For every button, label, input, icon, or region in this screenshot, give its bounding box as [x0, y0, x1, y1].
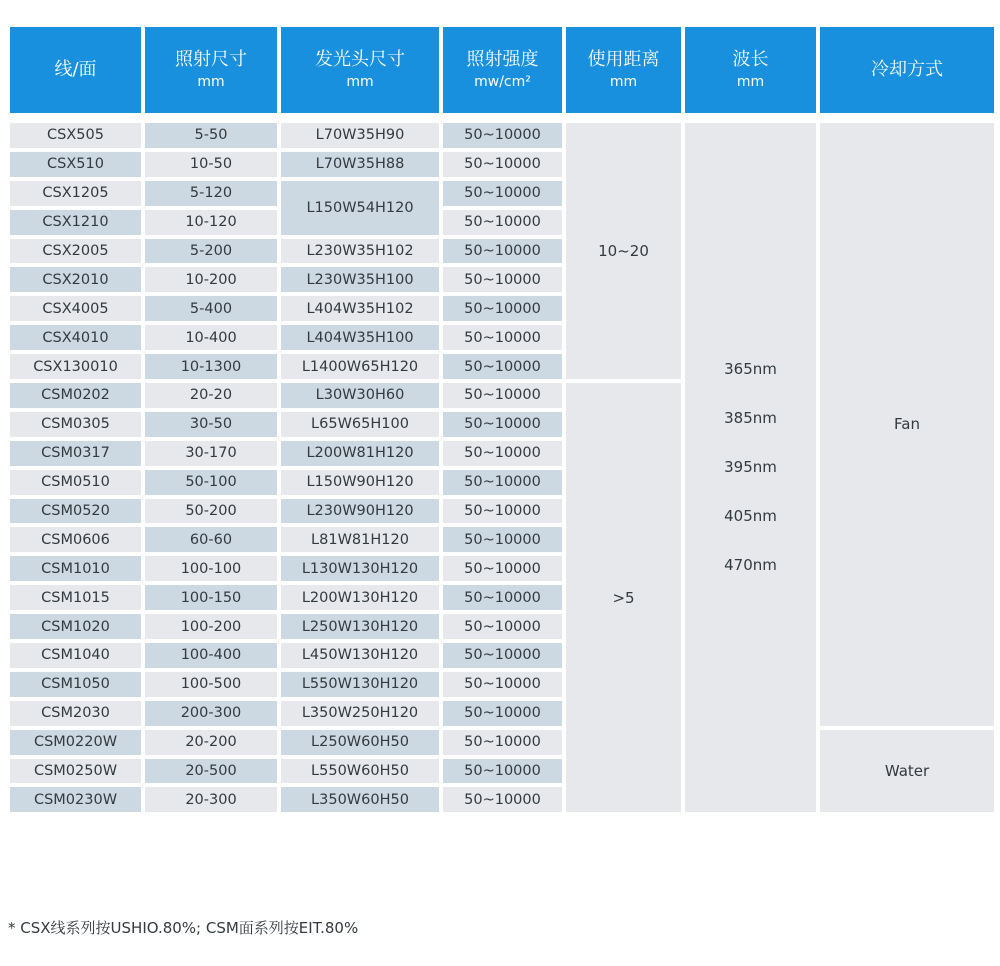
column-header	[564, 25, 683, 115]
head-size-cell: L70W35H88	[279, 150, 441, 179]
intensity-cell: 50~10000	[441, 150, 564, 179]
model-cell: CSX505	[8, 121, 143, 150]
irradiation-size-cell: 50-200	[143, 497, 279, 526]
column-header-title: 冷却方式	[871, 59, 943, 80]
irradiation-size-cell: 20-20	[143, 381, 279, 410]
head-size-cell: L200W81H120	[279, 439, 441, 468]
column-header-title: 使用距离	[587, 49, 660, 70]
model-cell: CSM0317	[8, 439, 143, 468]
model-cell: CSM2030	[8, 699, 143, 728]
head-size-cell: L230W35H102	[279, 237, 441, 266]
cooling-cell-fan: Fan	[818, 121, 996, 728]
intensity-cell: 50~10000	[441, 612, 564, 641]
intensity-cell: 50~10000	[441, 237, 564, 266]
irradiation-size-cell: 100-200	[143, 612, 279, 641]
column-header-unit: mm	[609, 74, 638, 90]
intensity-cell: 50~10000	[441, 323, 564, 352]
model-cell: CSX1210	[8, 208, 143, 237]
wavelength-item: 395nm	[724, 458, 777, 477]
irradiation-size-cell: 10-120	[143, 208, 279, 237]
irradiation-size-cell: 30-170	[143, 439, 279, 468]
model-cell: CSM0202	[8, 381, 143, 410]
irradiation-size-cell: 20-200	[143, 728, 279, 757]
irradiation-size-cell: 5-50	[143, 121, 279, 150]
model-cell: CSM1015	[8, 583, 143, 612]
head-size-cell: L230W90H120	[279, 497, 441, 526]
irradiation-size-cell: 200-300	[143, 699, 279, 728]
model-cell: CSM0220W	[8, 728, 143, 757]
spec-table	[6, 23, 998, 816]
intensity-cell: 50~10000	[441, 410, 564, 439]
wavelength-item: 470nm	[724, 556, 777, 575]
model-cell: CSM0606	[8, 525, 143, 554]
intensity-cell: 50~10000	[441, 497, 564, 526]
irradiation-size-cell: 5-200	[143, 237, 279, 266]
irradiation-size-cell: 100-400	[143, 641, 279, 670]
model-cell: CSX4010	[8, 323, 143, 352]
column-header	[818, 25, 996, 115]
header-row	[8, 25, 996, 115]
column-header-title: 照射强度	[466, 49, 539, 70]
column-header-title: 波长	[732, 49, 769, 70]
model-cell: CSM0520	[8, 497, 143, 526]
intensity-cell: 50~10000	[441, 179, 564, 208]
head-size-cell: L150W54H120	[279, 179, 441, 237]
column-header	[441, 25, 564, 115]
model-cell: CSX2005	[8, 237, 143, 266]
model-cell: CSM1040	[8, 641, 143, 670]
wavelength-item: 385nm	[724, 409, 777, 428]
column-header	[8, 25, 143, 115]
intensity-cell: 50~10000	[441, 641, 564, 670]
irradiation-size-cell: 20-500	[143, 757, 279, 786]
model-cell: CSM0510	[8, 468, 143, 497]
column-header	[683, 25, 818, 115]
intensity-cell: 50~10000	[441, 352, 564, 381]
model-cell: CSX4005	[8, 294, 143, 323]
column-header	[279, 25, 441, 115]
head-size-cell: L230W35H100	[279, 265, 441, 294]
distance-cell-csm: >5	[564, 381, 683, 814]
footnote: * CSX线系列按USHIO.80%; CSM面系列按EIT.80%	[8, 919, 359, 937]
irradiation-size-cell: 60-60	[143, 525, 279, 554]
irradiation-size-cell: 30-50	[143, 410, 279, 439]
head-size-cell: L200W130H120	[279, 583, 441, 612]
intensity-cell: 50~10000	[441, 294, 564, 323]
model-cell: CSM1010	[8, 554, 143, 583]
intensity-cell: 50~10000	[441, 728, 564, 757]
head-size-cell: L30W30H60	[279, 381, 441, 410]
head-size-cell: L550W130H120	[279, 670, 441, 699]
head-size-cell: L130W130H120	[279, 554, 441, 583]
model-cell: CSM0230W	[8, 785, 143, 814]
model-cell: CSX2010	[8, 265, 143, 294]
table-body	[8, 115, 996, 814]
head-size-cell: L1400W65H120	[279, 352, 441, 381]
column-header-unit: mm	[736, 74, 765, 90]
intensity-cell: 50~10000	[441, 381, 564, 410]
head-size-cell: L70W35H90	[279, 121, 441, 150]
wavelength-item: 365nm	[724, 360, 777, 379]
irradiation-size-cell: 10-200	[143, 265, 279, 294]
column-header-title: 照射尺寸	[175, 49, 247, 70]
head-size-cell: L350W250H120	[279, 699, 441, 728]
cooling-cell-water: Water	[818, 728, 996, 815]
column-header-title: 线/面	[54, 59, 97, 80]
column-header	[143, 25, 279, 115]
model-cell: CSX1205	[8, 179, 143, 208]
intensity-cell: 50~10000	[441, 699, 564, 728]
head-size-cell: L404W35H100	[279, 323, 441, 352]
irradiation-size-cell: 100-500	[143, 670, 279, 699]
intensity-cell: 50~10000	[441, 757, 564, 786]
irradiation-size-cell: 10-400	[143, 323, 279, 352]
column-header-unit: mm	[197, 74, 225, 90]
intensity-cell: 50~10000	[441, 468, 564, 497]
head-size-cell: L150W90H120	[279, 468, 441, 497]
model-cell: CSM0250W	[8, 757, 143, 786]
irradiation-size-cell: 10-50	[143, 150, 279, 179]
intensity-cell: 50~10000	[441, 121, 564, 150]
head-size-cell: L250W60H50	[279, 728, 441, 757]
column-header-unit: mm	[346, 74, 374, 90]
head-size-cell: L250W130H120	[279, 612, 441, 641]
head-size-cell: L350W60H50	[279, 785, 441, 814]
intensity-cell: 50~10000	[441, 525, 564, 554]
intensity-cell: 50~10000	[441, 439, 564, 468]
wavelength-cell	[683, 121, 818, 814]
spec-table-container	[6, 23, 994, 816]
column-header-title: 发光头尺寸	[315, 49, 405, 70]
intensity-cell: 50~10000	[441, 670, 564, 699]
wavelength-item: 405nm	[724, 507, 777, 526]
model-cell: CSX130010	[8, 352, 143, 381]
irradiation-size-cell: 20-300	[143, 785, 279, 814]
head-size-cell: L65W65H100	[279, 410, 441, 439]
irradiation-size-cell: 50-100	[143, 468, 279, 497]
model-cell: CSM0305	[8, 410, 143, 439]
irradiation-size-cell: 10-1300	[143, 352, 279, 381]
distance-cell-csx: 10~20	[564, 121, 683, 381]
column-header-unit: mw/cm²	[474, 74, 531, 90]
table-row	[8, 121, 996, 150]
irradiation-size-cell: 100-150	[143, 583, 279, 612]
model-cell: CSM1050	[8, 670, 143, 699]
head-size-cell: L404W35H102	[279, 294, 441, 323]
model-cell: CSX510	[8, 150, 143, 179]
intensity-cell: 50~10000	[441, 785, 564, 814]
irradiation-size-cell: 5-120	[143, 179, 279, 208]
intensity-cell: 50~10000	[441, 583, 564, 612]
intensity-cell: 50~10000	[441, 554, 564, 583]
head-size-cell: L81W81H120	[279, 525, 441, 554]
intensity-cell: 50~10000	[441, 208, 564, 237]
model-cell: CSM1020	[8, 612, 143, 641]
table-row	[8, 728, 996, 757]
intensity-cell: 50~10000	[441, 265, 564, 294]
irradiation-size-cell: 5-400	[143, 294, 279, 323]
irradiation-size-cell: 100-100	[143, 554, 279, 583]
head-size-cell: L550W60H50	[279, 757, 441, 786]
head-size-cell: L450W130H120	[279, 641, 441, 670]
